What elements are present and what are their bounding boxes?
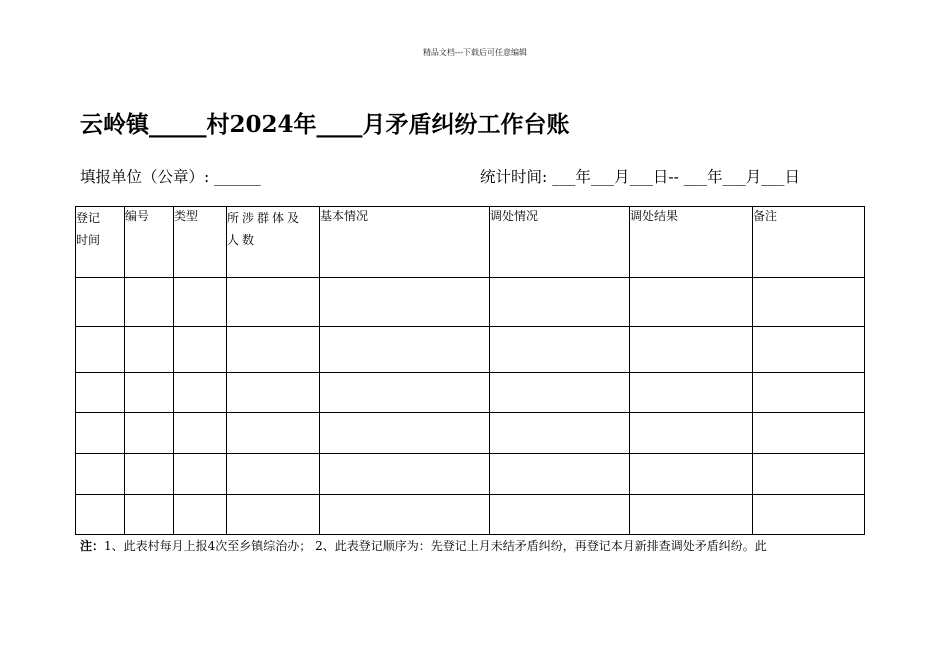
header-groups-involved-line2: 人数: [227, 233, 258, 247]
header-registration-time-line2: 时间: [76, 233, 101, 247]
table-cell: [753, 278, 865, 327]
table-cell: [227, 278, 320, 327]
table-cell: [174, 495, 227, 535]
table-cell: [320, 495, 490, 535]
table-cell: [227, 373, 320, 413]
header-remarks: 备注: [753, 207, 865, 278]
table-row: [76, 454, 865, 495]
table-header-row: [76, 207, 865, 278]
reporting-unit-field: 填报单位（公章）: ______: [80, 168, 261, 186]
table-row: [76, 373, 865, 413]
table-cell: [753, 413, 865, 454]
table-cell: [753, 495, 865, 535]
table-cell: [630, 495, 753, 535]
table-cell: [490, 495, 630, 535]
footnote-label: 注：: [80, 539, 105, 553]
document-header-note: 精品文档---下载后可任意编辑: [422, 48, 528, 57]
table-cell: [630, 454, 753, 495]
table-cell: [320, 373, 490, 413]
table-cell: [76, 278, 125, 327]
table-row: [76, 413, 865, 454]
table-cell: [76, 327, 125, 373]
header-mediation-situation: 调处情况: [490, 207, 630, 278]
table-cell: [174, 373, 227, 413]
table-cell: [490, 454, 630, 495]
table-cell: [490, 413, 630, 454]
table-cell: [76, 454, 125, 495]
table-cell: [174, 454, 227, 495]
table-cell: [125, 327, 174, 373]
table-cell: [125, 373, 174, 413]
table-cell: [630, 327, 753, 373]
header-mediation-result: 调处结果: [630, 207, 753, 278]
page-title: 云岭镇_____村2024年____月矛盾纠纷工作台账: [80, 111, 570, 138]
table-cell: [753, 454, 865, 495]
footnote-text: 1、此表村每月上报4次至乡镇综治办； 2、此表登记顺序为：先登记上月未结矛盾纠纷，再登记本月新排查调处矛盾纠纷。此: [104, 539, 767, 553]
table-cell: [174, 278, 227, 327]
header-registration-time: [76, 207, 125, 278]
table-cell: [174, 327, 227, 373]
statistics-period-field: 统计时间: ___年___月___日-- ___年___月___日: [480, 168, 801, 186]
table-cell: [490, 278, 630, 327]
header-number: 编号: [125, 207, 174, 278]
table-cell: [630, 373, 753, 413]
header-basic-situation: 基本情况: [320, 207, 490, 278]
header-type: 类型: [174, 207, 227, 278]
table-cell: [227, 495, 320, 535]
table-cell: [174, 413, 227, 454]
table-cell: [125, 278, 174, 327]
table-cell: [320, 454, 490, 495]
table-cell: [630, 278, 753, 327]
table-cell: [490, 327, 630, 373]
table-cell: [125, 454, 174, 495]
dispute-ledger-table: [75, 206, 865, 535]
table-cell: [76, 373, 125, 413]
table-cell: [753, 373, 865, 413]
header-registration-time-line1: 登记: [76, 211, 101, 225]
table-cell: [125, 413, 174, 454]
table-cell: [753, 327, 865, 373]
table-row: [76, 327, 865, 373]
table-cell: [227, 413, 320, 454]
header-groups-involved: [227, 207, 320, 278]
table-cell: [125, 495, 174, 535]
table-cell: [227, 454, 320, 495]
table-row: [76, 495, 865, 535]
footnote: [80, 537, 767, 555]
table-cell: [320, 327, 490, 373]
table-cell: [320, 278, 490, 327]
table-cell: [320, 413, 490, 454]
table-cell: [490, 373, 630, 413]
table-cell: [630, 413, 753, 454]
header-groups-involved-line1: 所涉群体及: [227, 211, 303, 225]
table-cell: [76, 495, 125, 535]
table-cell: [227, 327, 320, 373]
table-cell: [76, 413, 125, 454]
table-row: [76, 278, 865, 327]
